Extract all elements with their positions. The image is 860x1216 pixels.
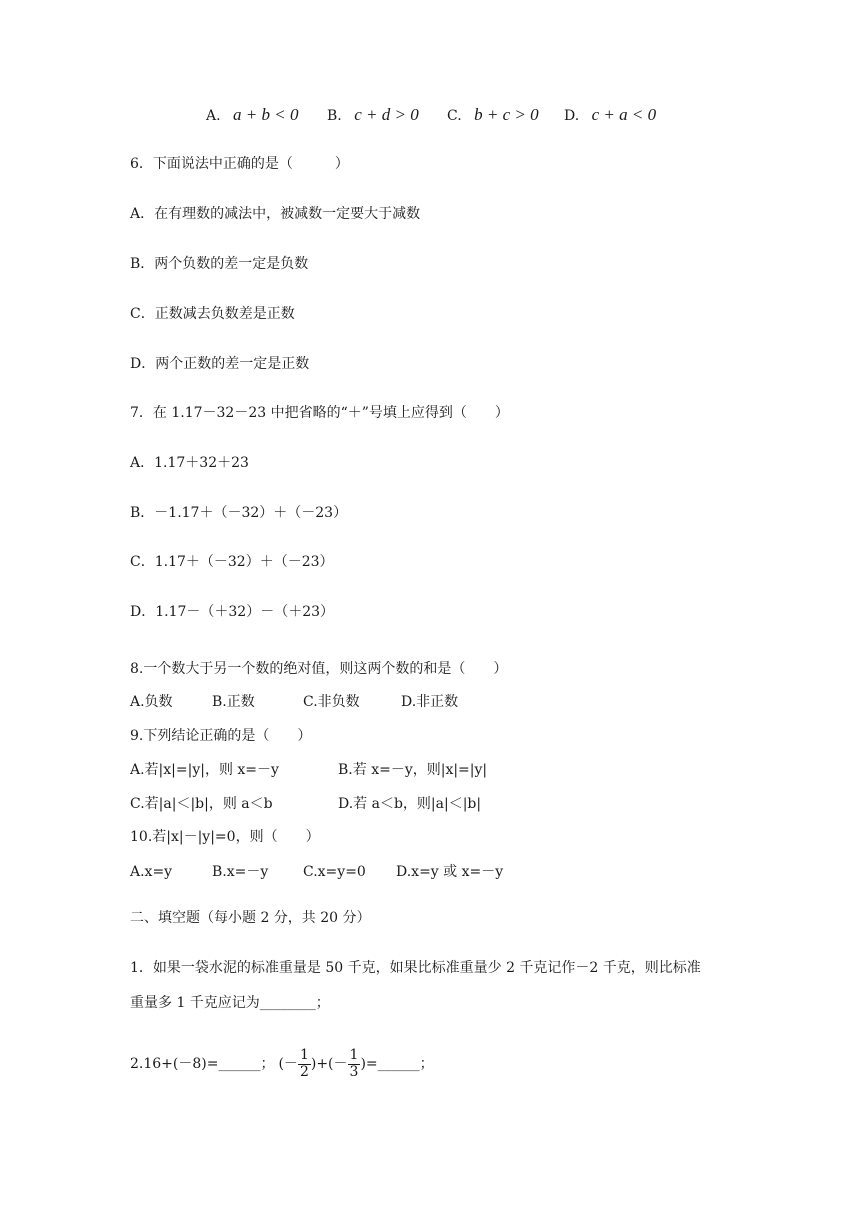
fraction-numerator: 1 — [299, 1047, 309, 1064]
option-expression: a + b < 0 — [233, 105, 299, 124]
q5-option-d — [564, 106, 656, 123]
option-label: A. — [206, 108, 221, 124]
option-label: B. — [327, 108, 342, 124]
section-heading: 二、填空题（每小题 2 分，共 20 分） — [130, 910, 371, 926]
q7-stem: 7．在 1.17－32－23 中把省略的“＋”号填上应得到（ ） — [130, 405, 509, 421]
option-label: D. — [564, 108, 580, 124]
fraction-denominator: 3 — [349, 1063, 359, 1080]
q9-option-b: B.若 x=－y，则|x|=|y| — [338, 762, 488, 778]
fraction-one-half — [298, 1048, 311, 1080]
q6-option-b: B．两个负数的差一定是负数 — [130, 256, 309, 272]
q9-option-d: D.若 a＜b，则|a|＜|b| — [338, 796, 482, 812]
q6-option-a: A．在有理数的减法中，被减数一定要大于减数 — [130, 206, 421, 222]
q8-option-b: B.正数 — [212, 694, 255, 710]
q8-stem: 8.一个数大于另一个数的绝对值，则这两个数的和是（ ） — [130, 661, 508, 677]
q6-option-c: C．正数减去负数差是正数 — [130, 306, 295, 322]
fill2-line — [130, 1043, 434, 1085]
q7-option-d: D．1.17－（＋32）－（＋23） — [130, 604, 335, 620]
fraction-numerator: 1 — [349, 1047, 359, 1064]
q10-option-c: C.x=y=0 — [303, 864, 366, 880]
q10-option-b: B.x=－y — [212, 864, 269, 880]
q5-option-c — [447, 106, 539, 123]
fill1-line1: 1．如果一袋水泥的标准重量是 50 千克，如果比标准重量少 2 千克记作－2 千克，则比标准 — [130, 960, 701, 976]
q5-option-a — [206, 106, 298, 123]
q6-option-d: D．两个正数的差一定是正数 — [130, 356, 310, 372]
q8-option-c: C.非负数 — [303, 694, 360, 710]
q7-option-c: C．1.17＋（－32）＋（－23） — [130, 554, 334, 570]
fill2-part1: 2.16+(－8)=______； — [130, 1056, 275, 1072]
q10-option-d: D.x=y 或 x=－y — [396, 864, 504, 880]
fraction-denominator: 2 — [299, 1063, 309, 1080]
q7-option-a: A．1.17＋32＋23 — [130, 455, 249, 471]
q10-stem: 10.若|x|－|y|=0，则（ ） — [130, 829, 320, 845]
option-expression: c + d > 0 — [354, 105, 419, 124]
q10-option-a: A.x=y — [130, 864, 173, 880]
option-expression: c + a < 0 — [591, 105, 657, 124]
fill1-line2: 重量多 1 千克应记为________； — [130, 995, 330, 1011]
option-expression: b + c > 0 — [474, 105, 539, 124]
option-label: C. — [447, 108, 462, 124]
q9-stem: 9.下列结论正确的是（ ） — [130, 728, 312, 744]
fill2-open-paren: (－ — [278, 1056, 298, 1072]
q6-stem: 6．下面说法中正确的是（ ） — [130, 156, 349, 172]
q9-option-a: A.若|x|=|y|，则 x=－y — [130, 762, 279, 778]
q9-option-c: C.若|a|＜|b|，则 a＜b — [130, 796, 273, 812]
fill2-part2: )=______； — [360, 1056, 434, 1072]
fraction-one-third — [348, 1048, 361, 1080]
q8-option-a: A.负数 — [130, 694, 173, 710]
fill2-mid: )+(－ — [310, 1056, 348, 1072]
q8-option-d: D.非正数 — [401, 694, 459, 710]
q5-option-b — [327, 106, 419, 123]
q7-option-b: B．－1.17＋（－32）＋（－23） — [130, 505, 348, 521]
